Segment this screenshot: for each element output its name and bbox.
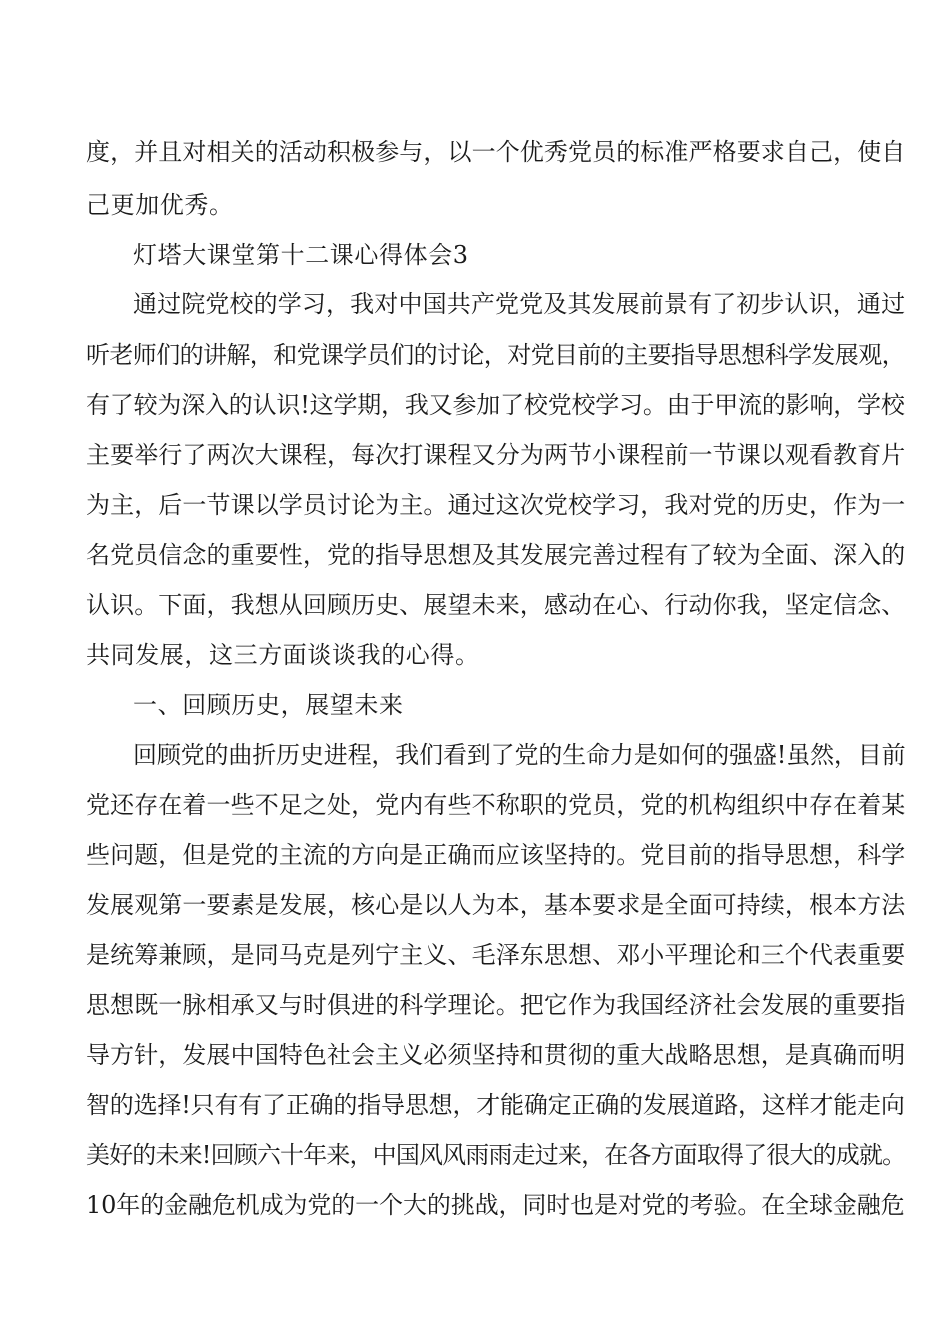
text-line: 回顾党的曲折历史进程，我们看到了党的生命力是如何的强盛!虽然，目前 <box>133 741 906 769</box>
text-line: 主要举行了两次大课程，每次打课程又分为两节小课程前一节课以观看教育片 <box>86 441 906 469</box>
text-line: 导方针，发展中国特色社会主义必须坚持和贯彻的重大战略思想，是真确而明 <box>86 1041 906 1069</box>
text-line: 度，并且对相关的活动积极参与，以一个优秀党员的标准严格要求自己，使自 <box>86 138 906 166</box>
text-line: 通过院党校的学习，我对中国共产党党及其发展前景有了初步认识，通过 <box>133 290 906 318</box>
text-line: 思想既一脉相承又与时俱进的科学理论。把它作为我国经济社会发展的重要指 <box>86 991 906 1019</box>
text-line: 名党员信念的重要性，党的指导思想及其发展完善过程有了较为全面、深入的 <box>86 541 906 569</box>
text-line: 听老师们的讲解，和党课学员们的讨论，对党目前的主要指导思想科学发展观， <box>86 341 905 369</box>
section-heading: 灯塔大课堂第十二课心得体会3 <box>133 241 469 269</box>
text-line: 为主，后一节课以学员讨论为主。通过这次党校学习，我对党的历史，作为一 <box>86 491 906 519</box>
text-line: 些问题，但是党的主流的方向是正确而应该坚持的。党目前的指导思想，科学 <box>86 841 906 869</box>
text-line: 党还存在着一些不足之处，党内有些不称职的党员，党的机构组织中存在着某 <box>86 791 906 819</box>
text-line: 是统筹兼顾，是同马克是列宁主义、毛泽东思想、邓小平理论和三个代表重要 <box>86 941 906 969</box>
text-line: 10年的金融危机成为党的一个大的挑战，同时也是对党的考验。在全球金融危 <box>86 1191 905 1219</box>
section-heading: 一、回顾历史，展望未来 <box>133 691 404 719</box>
text-line: 认识。下面，我想从回顾历史、展望未来，感动在心、行动你我，坚定信念、 <box>86 591 906 619</box>
text-line: 美好的未来!回顾六十年来，中国风风雨雨走过来，在各方面取得了很大的成就。 <box>86 1141 906 1169</box>
text-line: 智的选择!只有有了正确的指导思想，才能确定正确的发展道路，这样才能走向 <box>86 1091 905 1119</box>
text-line: 共同发展，这三方面谈谈我的心得。 <box>86 641 480 669</box>
text-line: 有了较为深入的认识!这学期，我又参加了校党校学习。由于甲流的影响，学校 <box>86 391 905 419</box>
text-line: 发展观第一要素是发展，核心是以人为本，基本要求是全面可持续，根本方法 <box>86 891 906 919</box>
text-line: 己更加优秀。 <box>86 191 234 219</box>
